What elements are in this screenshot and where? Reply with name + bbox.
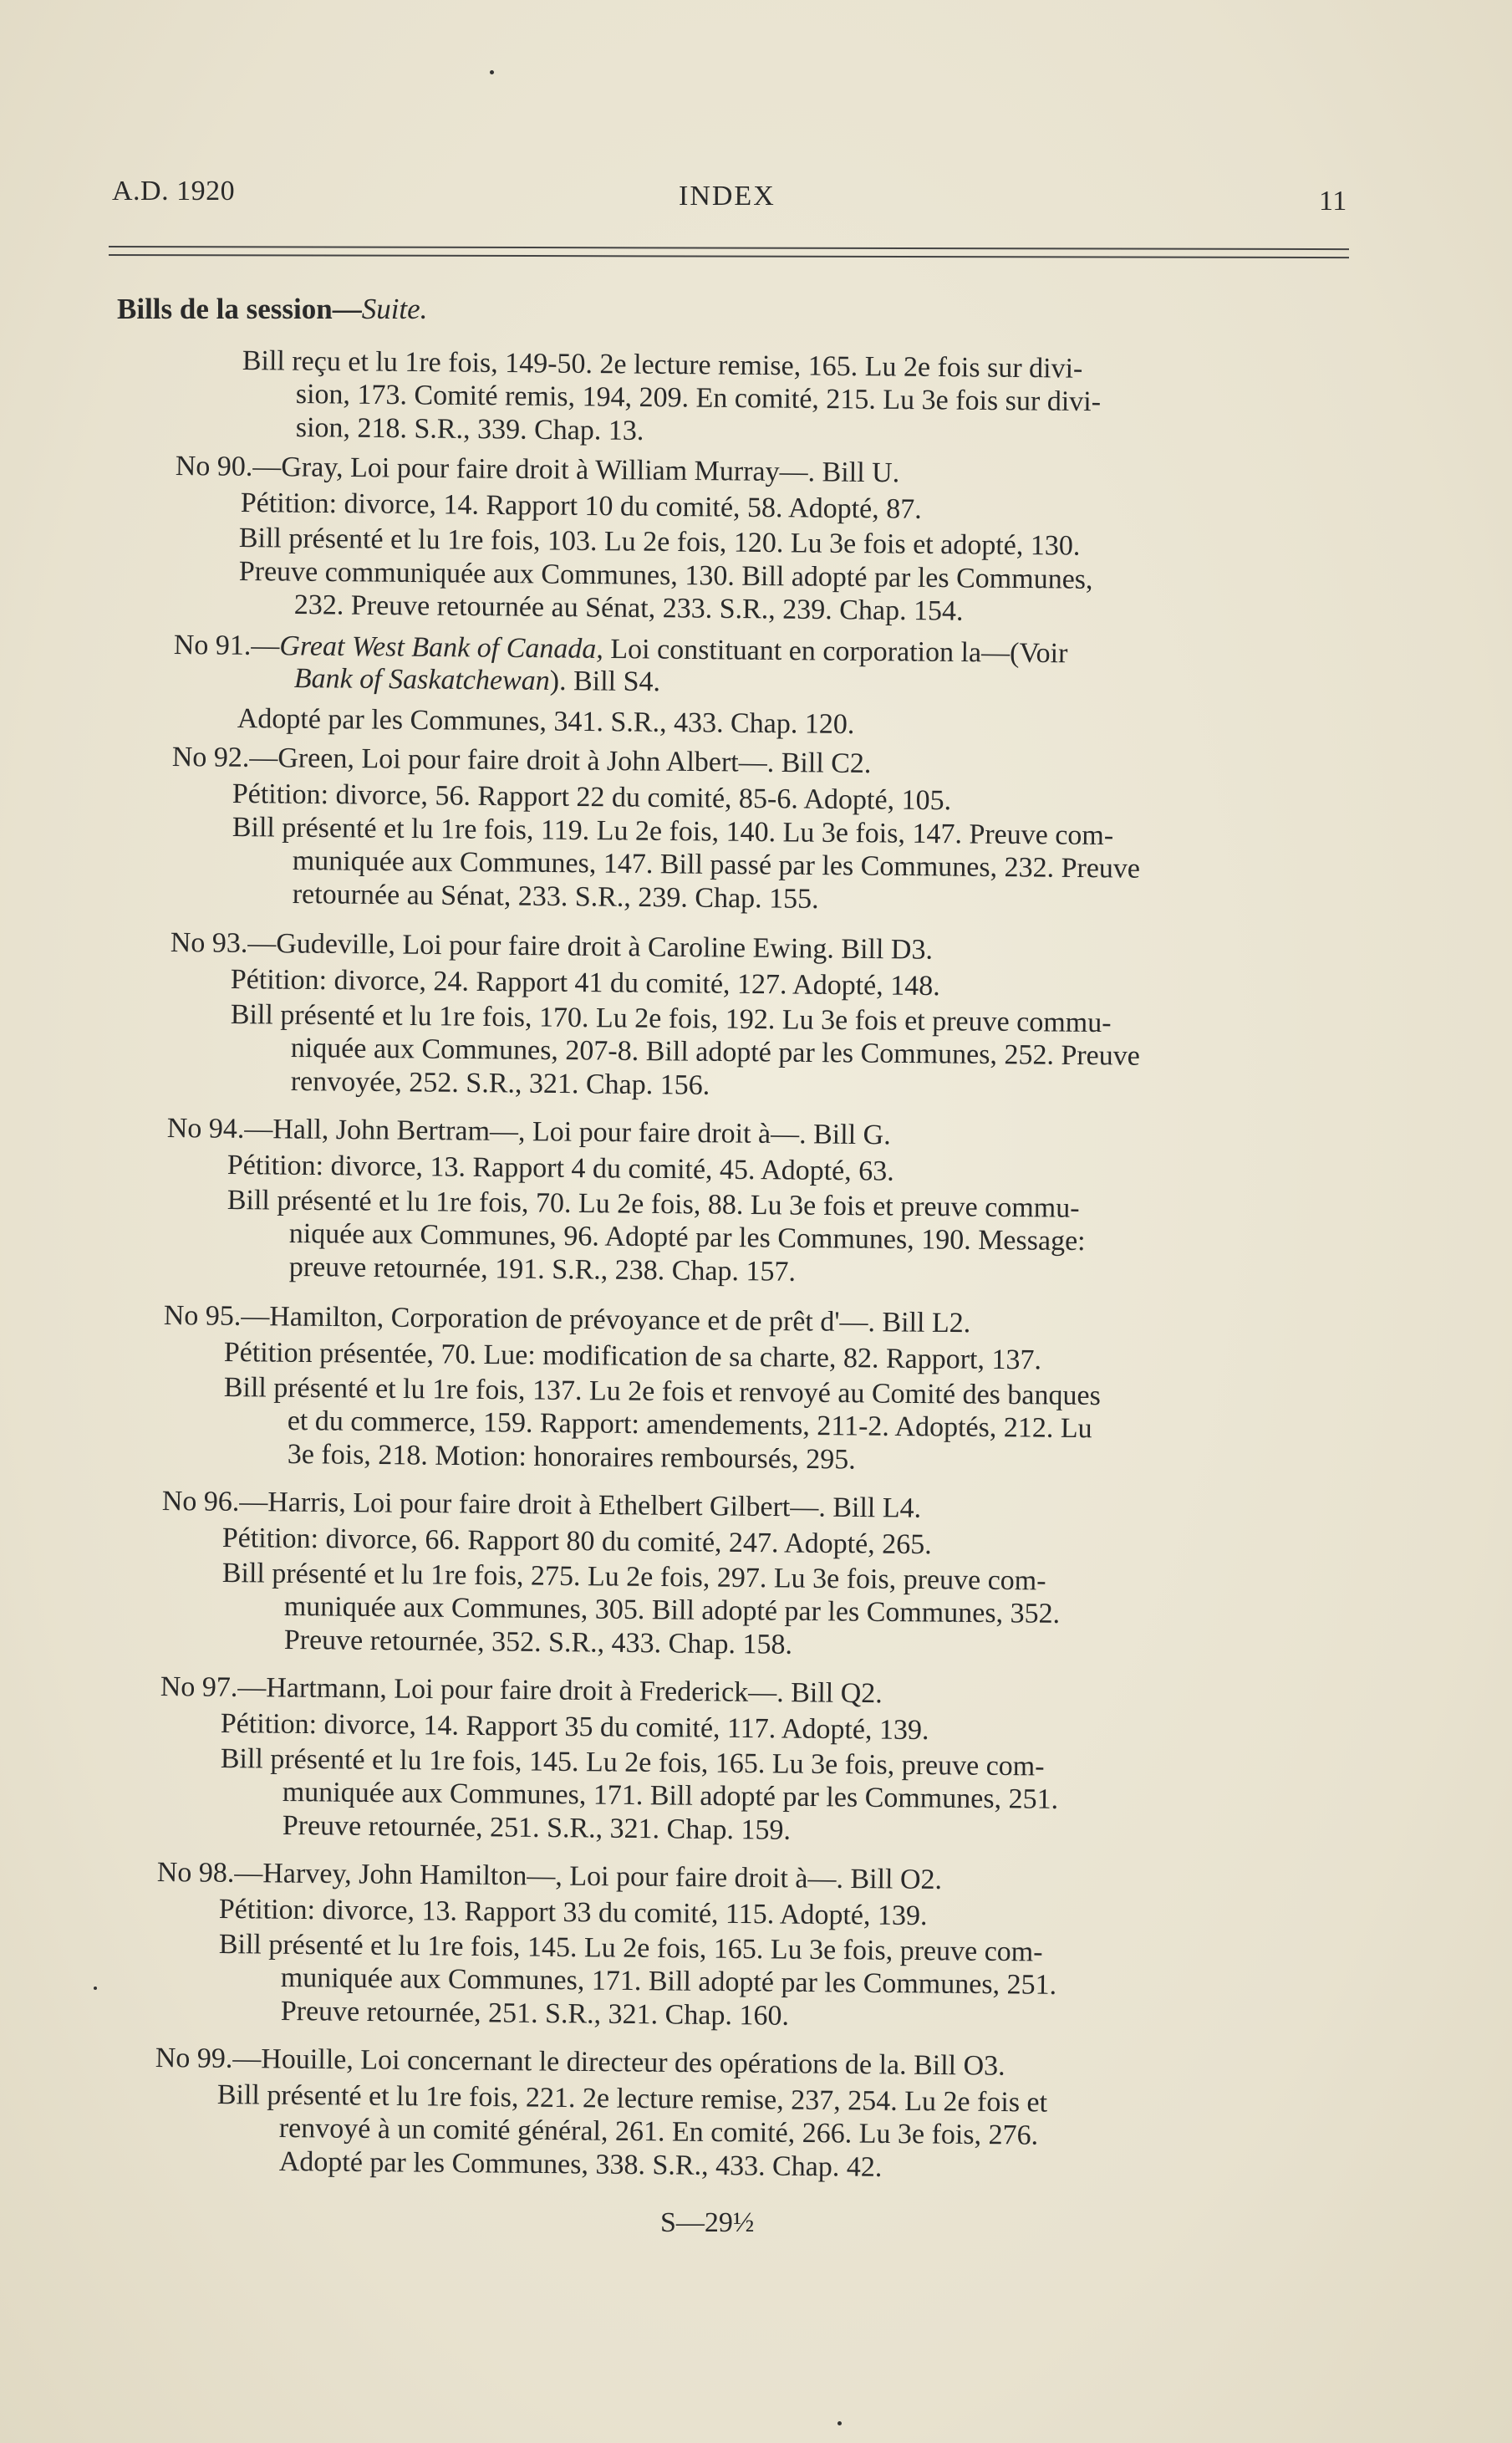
entry-line: Pétition: divorce, 24. Rapport 41 du comité, 127. Adopté, 148.: [230, 964, 940, 1002]
entry-line: renvoyé à un comité général, 261. En comité, 266. Lu 3e fois, 276.: [278, 2113, 1039, 2151]
entry-heading-no96: No 96.—Harris, Loi pour faire droit à Ethelbert Gilbert—. Bill L4.: [161, 1486, 922, 1524]
entry-line: Preuve communiquée aux Communes, 130. Bill adopté par les Communes,: [238, 555, 1093, 595]
entry-line: Pétition: divorce, 14. Rapport 10 du comité, 58. Adopté, 87.: [240, 487, 922, 525]
entry-line: muniquée aux Communes, 305. Bill adopté par les Communes, 352.: [283, 1591, 1061, 1630]
entry-line: Bill présenté et lu 1re fois, 137. Lu 2e fois et renvoyé au Comité des banques: [223, 1372, 1101, 1412]
entry-line: Adopté par les Communes, 341. S.R., 433. Chap. 120.: [237, 702, 855, 741]
entry-italic-name: Bank of Saskatchewan: [293, 662, 550, 696]
ink-speck: [837, 2421, 842, 2425]
entry-heading-no97: No 97.—Hartmann, Loi pour faire droit à Frederick—. Bill Q2.: [160, 1671, 883, 1710]
page-signature: S—29½: [660, 2207, 755, 2238]
entry-line: Bill présenté et lu 1re fois, 145. Lu 2e fois, 165. Lu 3e fois, preuve com-: [218, 1929, 1043, 1968]
entry-line: Adopté par les Communes, 338. S.R., 433. Chap. 42.: [278, 2146, 883, 2183]
entry-line: sion, 218. S.R., 339. Chap. 13.: [295, 411, 644, 446]
entry-heading-no98: No 98.—Harvey, John Hamilton—, Loi pour faire droit à—. Bill O2.: [156, 1857, 943, 1896]
header-year: A.D. 1920: [112, 176, 236, 207]
entry-number: No 91.—: [173, 629, 280, 662]
entry-line: Bill présenté et lu 1re fois, 275. Lu 2e fois, 297. Lu 3e fois, preuve com-: [221, 1558, 1046, 1597]
entry-line: Bill présenté et lu 1re fois, 103. Lu 2e fois, 120. Lu 3e fois et adopté, 130.: [238, 522, 1081, 562]
entry-line: Pétition présentée, 70. Lue: modification de sa charte, 82. Rapport, 137.: [223, 1337, 1042, 1376]
entry-heading-no90: No 90.—Gray, Loi pour faire droit à William Murray—. Bill U.: [175, 450, 900, 489]
entry-line: preuve retournée, 191. S.R., 238. Chap. 157.: [288, 1252, 797, 1288]
entry-line: [294, 662, 661, 699]
entry-line: Pétition: divorce, 13. Rapport 4 du comité, 45. Adopté, 63.: [227, 1150, 894, 1187]
header-title: INDEX: [679, 181, 776, 212]
entry-heading-no94: No 94.—Hall, John Bertram—, Loi pour faire droit à—. Bill G.: [166, 1113, 891, 1151]
entry-line: Pétition: divorce, 13. Rapport 33 du comité, 115. Adopté, 139.: [218, 1894, 928, 1932]
section-title: Bills de la session—: [117, 293, 362, 325]
entry-line: Preuve retournée, 251. S.R., 321. Chap. 159.: [282, 1810, 792, 1846]
entry-line: Pétition: divorce, 56. Rapport 22 du comité, 85-6. Adopté, 105.: [232, 778, 952, 817]
entry-line: renvoyée, 252. S.R., 321. Chap. 156.: [290, 1066, 710, 1101]
entry-italic-name: Great West Bank of Canada,: [279, 630, 604, 665]
entry-line: Bill présenté et lu 1re fois, 221. 2e lecture remise, 237, 254. Lu 2e fois et: [216, 2079, 1048, 2119]
ink-speck: [94, 1987, 97, 1990]
entry-line: Preuve retournée, 251. S.R., 321. Chap. 160.: [280, 1996, 790, 2032]
entry-line: Bill présenté et lu 1re fois, 145. Lu 2e fois, 165. Lu 3e fois, preuve com-: [220, 1743, 1045, 1783]
entry-line: Bill présenté et lu 1re fois, 170. Lu 2e fois, 192. Lu 3e fois et preuve commu-: [230, 999, 1112, 1039]
entry-line: muniquée aux Communes, 171. Bill adopté par les Communes, 251.: [280, 1962, 1057, 2001]
entry-line: Bill présenté et lu 1re fois, 70. Lu 2e fois, 88. Lu 3e fois et preuve commu-: [227, 1185, 1080, 1224]
entry-heading-no92: No 92.—Green, Loi pour faire droit à John Albert—. Bill C2.: [171, 741, 872, 780]
entry-line: 3e fois, 218. Motion: honoraires remboursés, 295.: [287, 1439, 856, 1476]
entry-line: sion, 173. Comité remis, 194, 209. En comité, 215. Lu 3e fois sur divi-: [295, 378, 1102, 418]
entry-line: Bill présenté et lu 1re fois, 119. Lu 2e fois, 140. Lu 3e fois, 147. Preuve com-: [232, 811, 1114, 852]
entry-line: muniquée aux Communes, 171. Bill adopté par les Communes, 251.: [282, 1777, 1059, 1815]
entry-line: 232. Preuve retournée au Sénat, 233. S.R., 239. Chap. 154.: [293, 589, 964, 627]
entry-heading-no99: No 99.—Houille, Loi concernant le directeur des opérations de la. Bill O3.: [155, 2043, 1005, 2082]
entry-text: ). Bill S4.: [549, 665, 661, 698]
entry-line: Bill reçu et lu 1re fois, 149-50. 2e lecture remise, 165. Lu 2e fois sur divi-: [242, 344, 1083, 385]
entry-line: niquée aux Communes, 207-8. Bill adopté par les Communes, 252. Preuve: [290, 1033, 1141, 1072]
entry-heading-no93: No 93.—Gudeville, Loi pour faire droit à Caroline Ewing. Bill D3.: [170, 927, 934, 966]
header-page-number: 11: [1319, 186, 1347, 217]
entry-heading-no95: No 95.—Hamilton, Corporation de prévoyance et de prêt d'—. Bill L2.: [163, 1300, 971, 1339]
entry-line: niquée aux Communes, 96. Adopté par les Communes, 190. Message:: [288, 1218, 1086, 1257]
entry-line: muniquée aux Communes, 147. Bill passé par les Communes, 232. Preuve: [292, 844, 1141, 885]
entry-line: Preuve retournée, 352. S.R., 433. Chap. 158.: [283, 1624, 793, 1660]
section-suite: Suite.: [361, 293, 428, 325]
entry-line: retournée au Sénat, 233. S.R., 239. Chap. 155.: [292, 879, 819, 915]
ink-speck: [490, 70, 494, 74]
entry-line: Pétition: divorce, 14. Rapport 35 du comité, 117. Adopté, 139.: [220, 1708, 929, 1747]
entry-line: Pétition: divorce, 66. Rapport 80 du comité, 247. Adopté, 265.: [221, 1522, 932, 1561]
entry-line: et du commerce, 159. Rapport: amendements, 211-2. Adoptés, 212. Lu: [287, 1405, 1092, 1445]
entry-text: Loi constituant en corporation la—(Voir: [603, 633, 1068, 670]
